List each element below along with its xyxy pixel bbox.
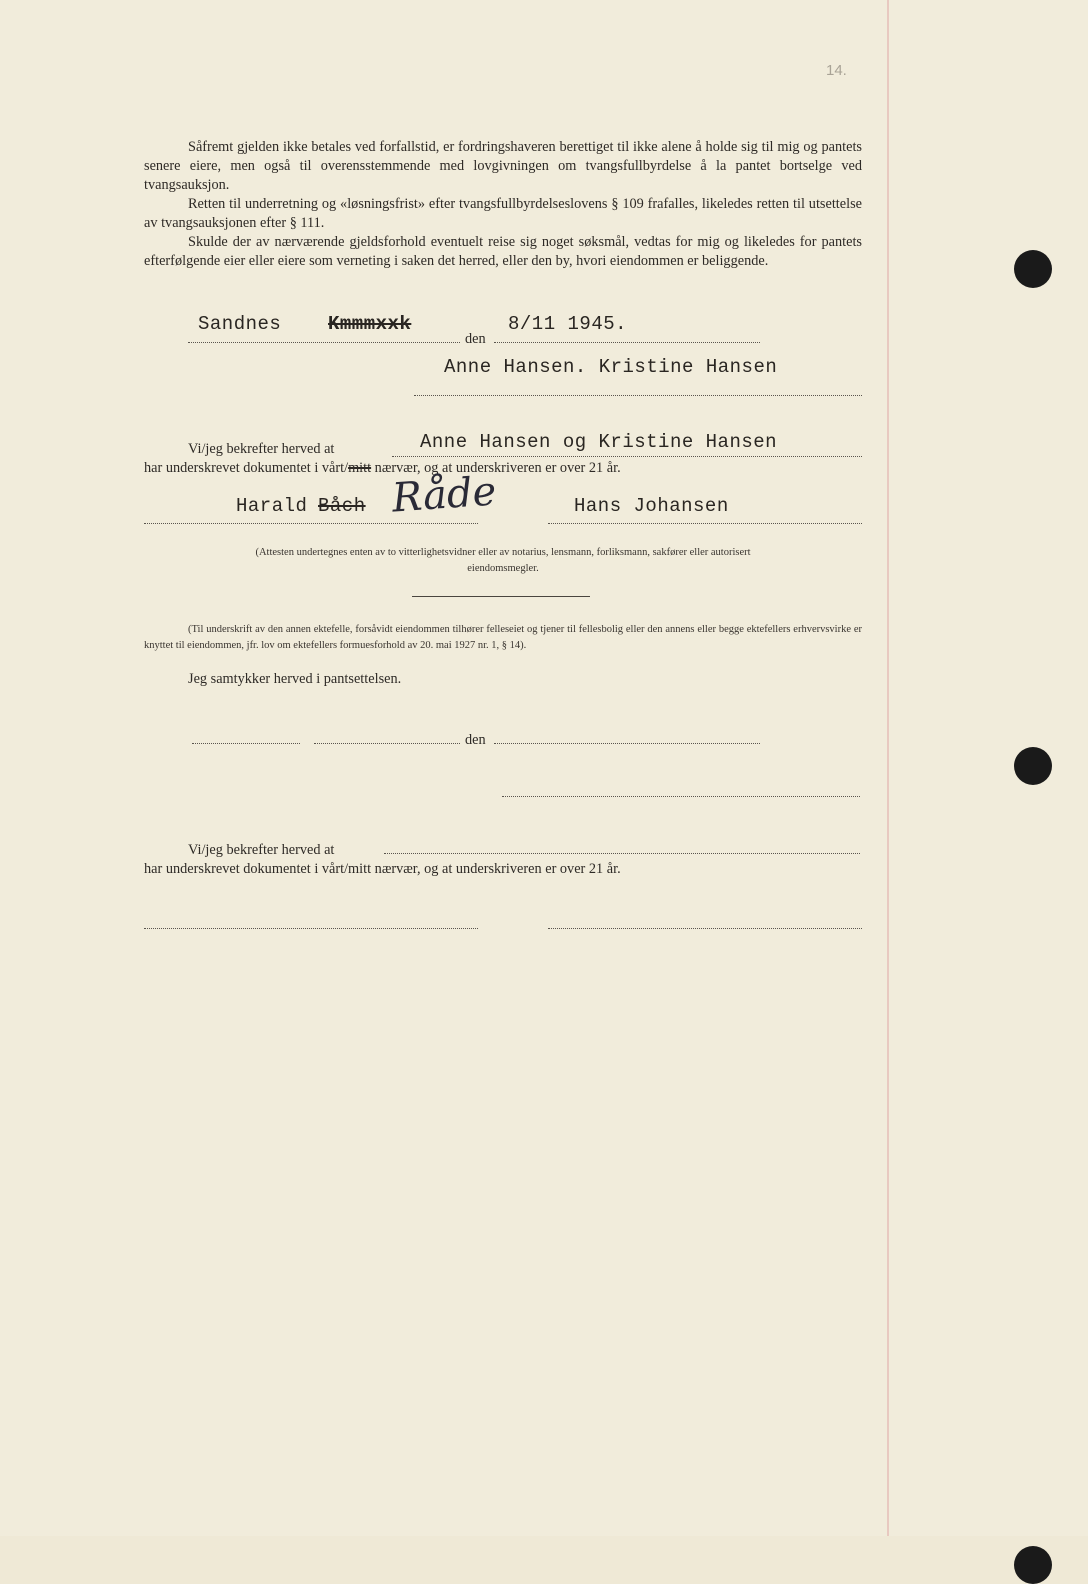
attest-lead: Vi/jeg bekrefter herved at xyxy=(188,441,335,457)
paragraph-default: Såfremt gjelden ikke betales ved forfallstid, er fordringshaveren berettiget til ikke alene å holde sig til mig og pantets senere eiere, men også til overensstemmende med lovgivningen om tvangsfullbyrdelse å la pantet bortselge ved tvangsauksjon. xyxy=(144,139,862,193)
punch-hole xyxy=(1014,250,1052,288)
date-blank-line xyxy=(494,743,760,744)
attest-2-dotted-line xyxy=(384,853,860,854)
attest-dotted-line xyxy=(392,456,862,457)
red-margin-line xyxy=(887,0,889,1536)
witness-3-dotted-line xyxy=(144,928,478,929)
attest-note: (Attesten undertegnes enten av to vitterlighetsvidner eller av notarius, lensmann, forliksmann, sakfører eller autorisert eiendomsmegler. xyxy=(255,547,751,574)
struck-place-text: Kmmmxxk xyxy=(328,313,412,335)
witness-4-dotted-line xyxy=(548,928,862,929)
attested-names: Anne Hansen og Kristine Hansen xyxy=(420,431,778,453)
witness-1-struck: Båch xyxy=(318,495,366,517)
signers-names: Anne Hansen. Kristine Hansen xyxy=(444,356,778,378)
consent-text: Jeg samtykker herved i pantsettelsen. xyxy=(188,671,402,687)
witness-2-dotted-line xyxy=(548,523,862,524)
separator-line xyxy=(412,596,590,597)
attest-2-lead: Vi/jeg bekrefter herved at xyxy=(188,842,335,858)
punch-hole xyxy=(1014,747,1052,785)
paragraph-venue: Skulde der av nærværende gjeldsforhold eventuelt reise sig noget søksmål, vedtas for mig og likeledes for pantets efterfølgende eier eller eiere som verneting i saken det herred, eller den by, hvori eiendommen er beliggende. xyxy=(144,234,862,269)
attest-2-line-2: har underskrevet dokumentet i vårt/mitt nærvær, og at underskriveren er over 21 år. xyxy=(144,861,621,877)
place-blank-line-1 xyxy=(192,743,300,744)
den-label: den xyxy=(465,331,486,347)
witness-2-name: Hans Johansen xyxy=(574,495,729,517)
den-label-2: den xyxy=(465,732,486,748)
punch-hole xyxy=(1014,1546,1052,1584)
signing-date: 8/11 1945. xyxy=(508,313,628,335)
place-blank-line-2 xyxy=(314,743,460,744)
attest-line-2: har underskrevet dokumentet i vårt/mitt nærvær, og at underskriveren er over 21 år. xyxy=(144,460,621,476)
paragraph-notice: Retten til underretning og «løsningsfrist» efter tvangsfullbyrdelseslovens § 109 frafalles, likeledes retten til utsettelse av tvangsauksjonen efter § 111. xyxy=(144,196,862,231)
witness-1-first: Harald xyxy=(236,495,308,517)
signers-dotted-line xyxy=(414,395,862,396)
page-number-mark: 14. xyxy=(826,62,847,79)
consent-signature-line xyxy=(502,796,860,797)
signing-place: Sandnes xyxy=(198,313,282,335)
witness-1-signature: Råde xyxy=(390,468,498,522)
witness-1-dotted-line xyxy=(144,523,478,524)
place-dotted-line xyxy=(188,342,460,343)
spouse-note: (Til underskrift av den annen ektefelle, forsåvidt eiendommen tilhører felleseiet og tjener til fellesbolig eller den annens eller begge ektefellers erhvervsvirke er knyttet til eiendommen, jfr. lov om ektefellers formuesforhold av 20. mai 1927 nr. 1, § 14). xyxy=(144,624,862,651)
date-dotted-line xyxy=(494,342,760,343)
